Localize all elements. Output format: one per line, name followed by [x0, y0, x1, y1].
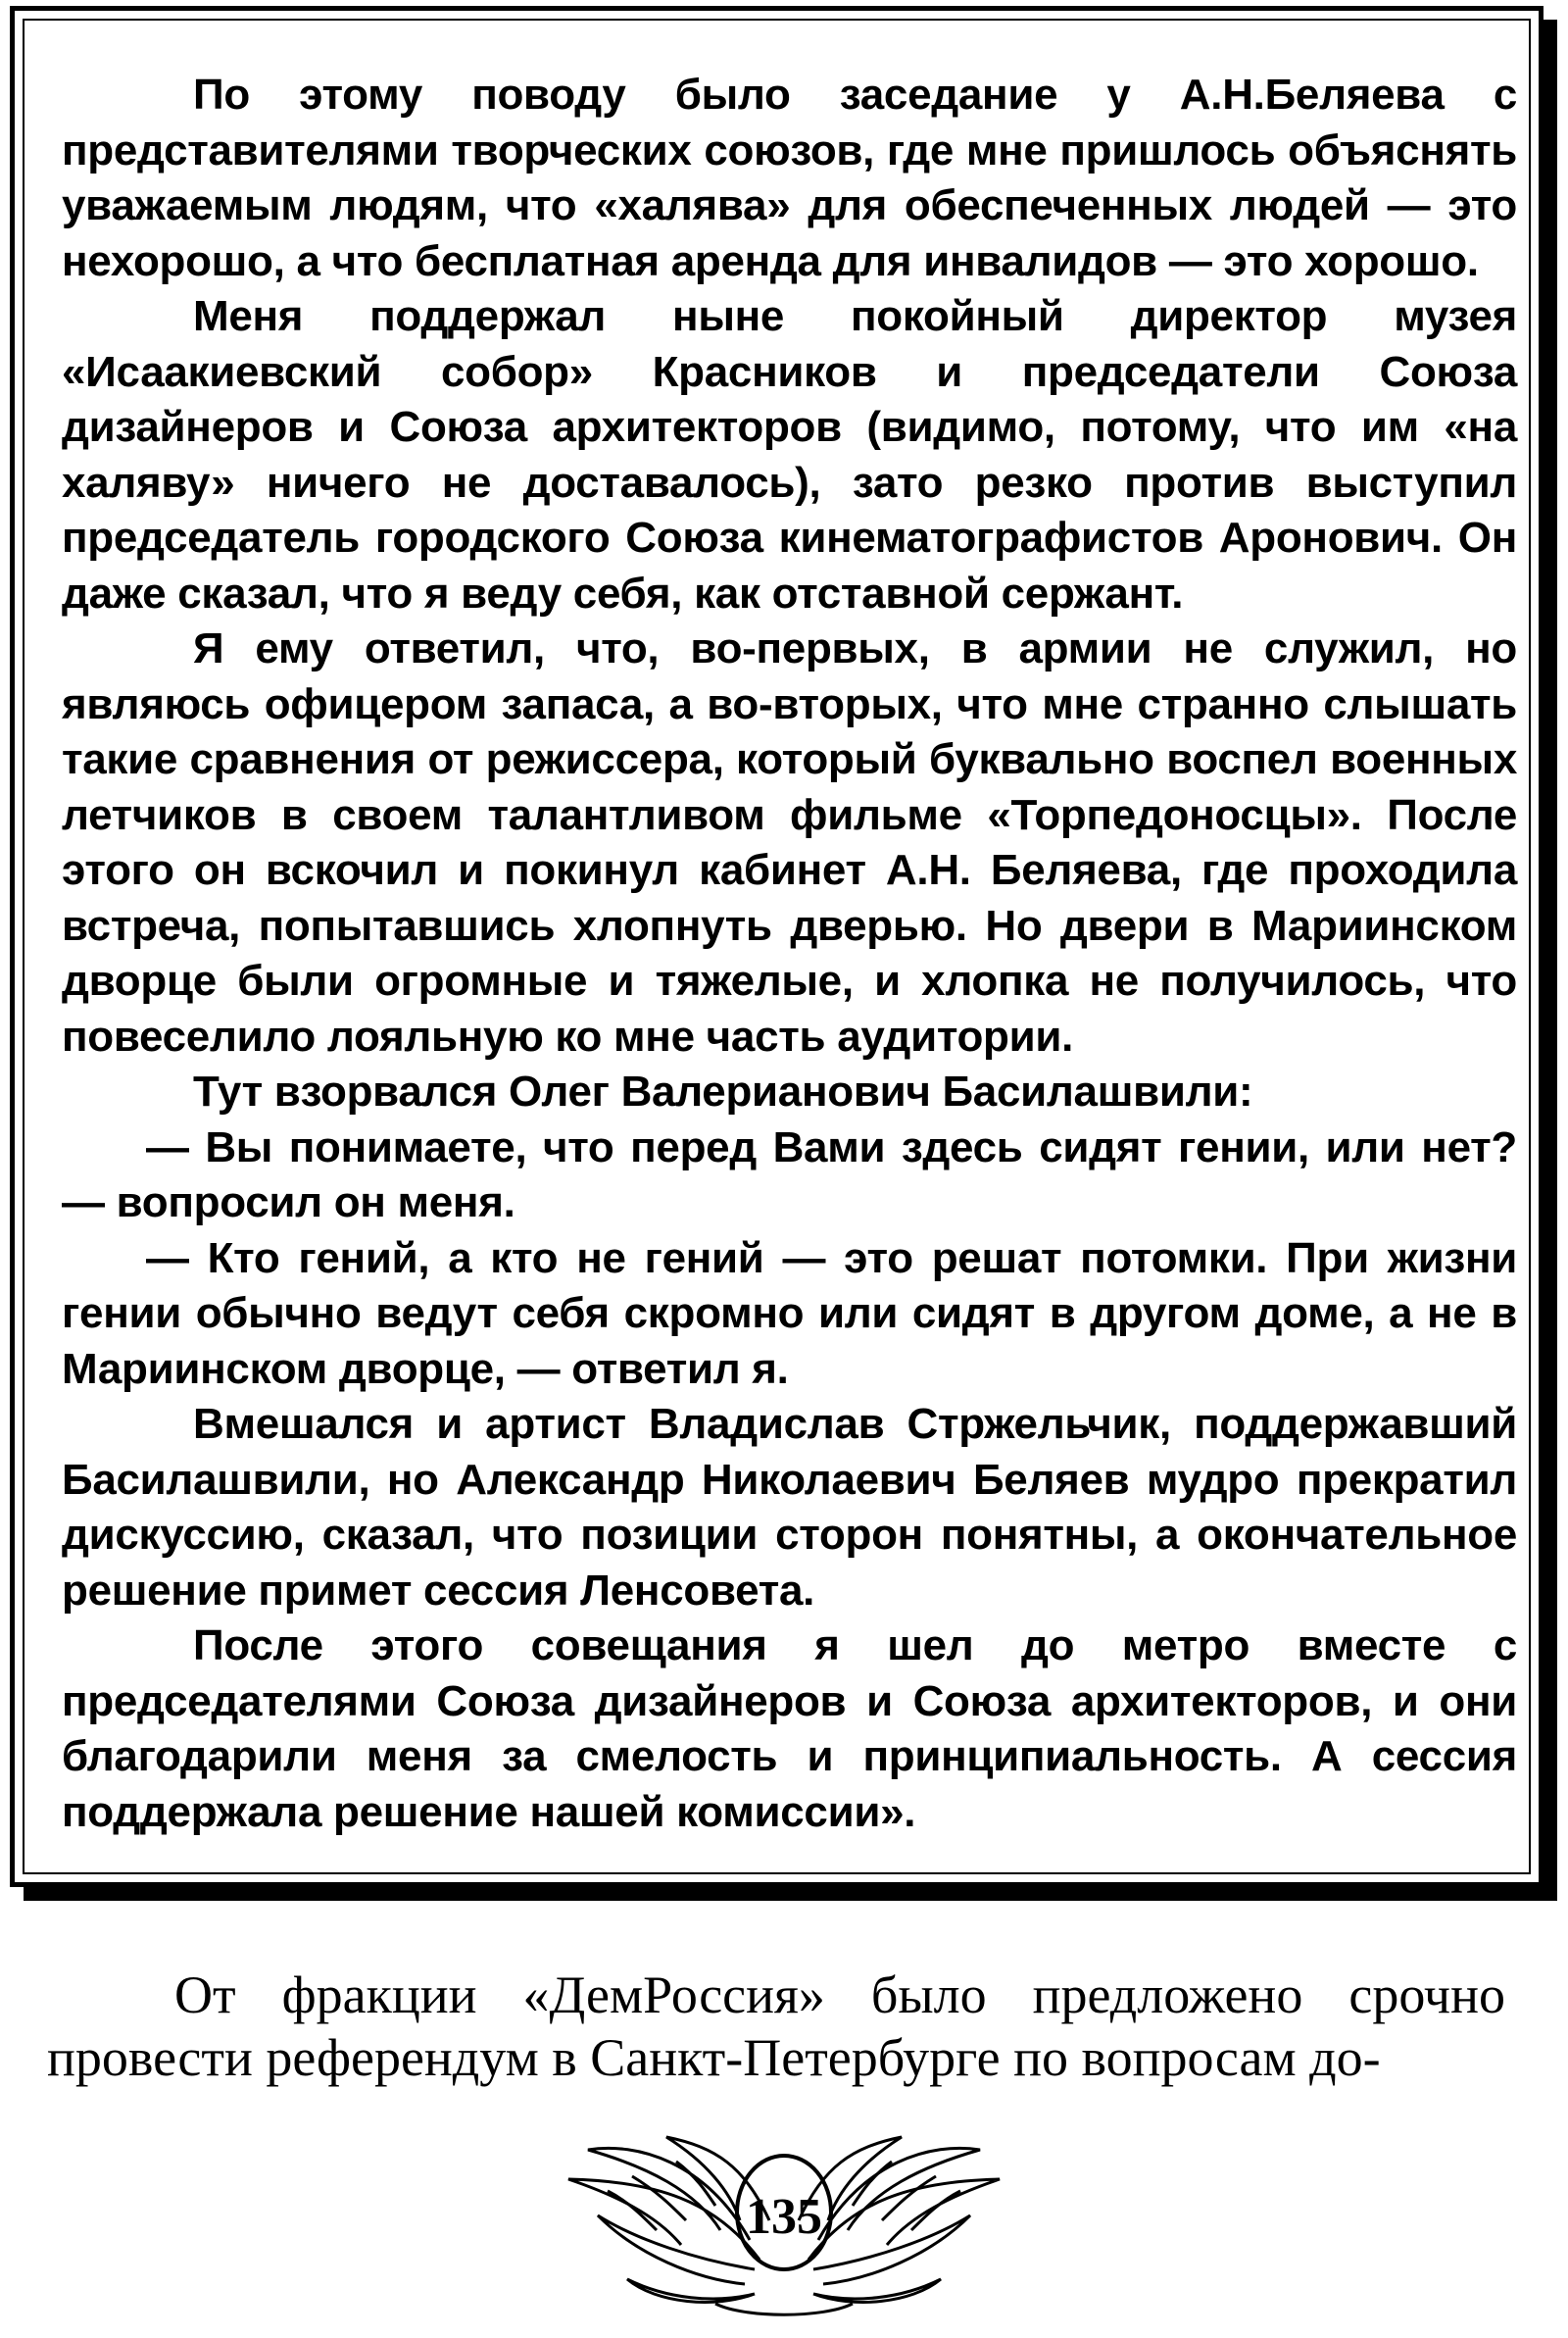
quote-paragraph-8: После этого совещания я шел до метро вместе с председателями Союза дизайнеров и Союза архитекторов, и они благодарили меня за смелость и принципиальность. А сессия поддержала решение нашей комиссии».	[62, 1621, 1517, 1836]
quote-paragraph-6: — Кто гений, а кто не гений — это решат потомки. При жизни гении обычно ведут себя скромно или сидят в другом доме, а не в Мариинском дворце, — ответил я.	[62, 1233, 1517, 1393]
quote-paragraph-2: Меня поддержал ныне покойный директор музея «Исаакиевский собор» Красников и председатели Союза дизайнеров и Союза архитекторов (видимо, потому, что им «на халяву» ничего не доставалось), зато резко против выступил председатель городского Союза кинематографистов Аронович. Он даже сказал, что я веду себя, как отставной сержант.	[62, 292, 1517, 618]
quote-paragraph-4: Тут взорвался Олег Валерианович Басилашвили:	[193, 1068, 1253, 1116]
quote-text	[62, 68, 1517, 1840]
quote-paragraph-5: — Вы понимаете, что перед Вами здесь сидят гении, или нет? — вопросил он меня.	[62, 1122, 1517, 1226]
quote-paragraph-3: Я ему ответил, что, во-первых, в армии не служил, но являюсь офицером запаса, а во-вторых, что мне странно слышать такие сравнения от режиссера, который буквально воспел военных летчиков в своем талантливом фильме «Торпедоносцы». После этого он вскочил и покинул кабинет А.Н. Беляева, где проходила встреча, попытавшись хлопнуть дверью. Но двери в Мариинском дворце были огромные и тяжелые, и хлопка не получилось, что повеселило лояльную ко мне часть аудитории.	[62, 624, 1517, 1061]
body-paragraph: От фракции «ДемРоссия» было предложено срочно провести референдум в Санкт-Петербурге по вопросам до-	[47, 1965, 1505, 2087]
page-number: 135	[746, 2189, 822, 2245]
quote-paragraph-7: Вмешался и артист Владислав Стржельчик, поддержавший Басилашвили, но Александр Николаевич Беляев мудро прекратил дискуссию, сказал, что позиции сторон понятны, а окончательное решение примет сессия Ленсовета.	[62, 1400, 1517, 1615]
bottom-scroll-icon	[715, 2304, 853, 2314]
quote-paragraph-1: По этому поводу было заседание у А.Н.Беляева с представителями творческих союзов, где мне пришлось объяснять уважаемым людям, что «халява» для обеспеченных людей — это нехорошо, а что бесплатная аренда для инвалидов — это хорошо.	[62, 71, 1517, 285]
body-text	[47, 1964, 1505, 2089]
quote-box	[10, 6, 1544, 1887]
